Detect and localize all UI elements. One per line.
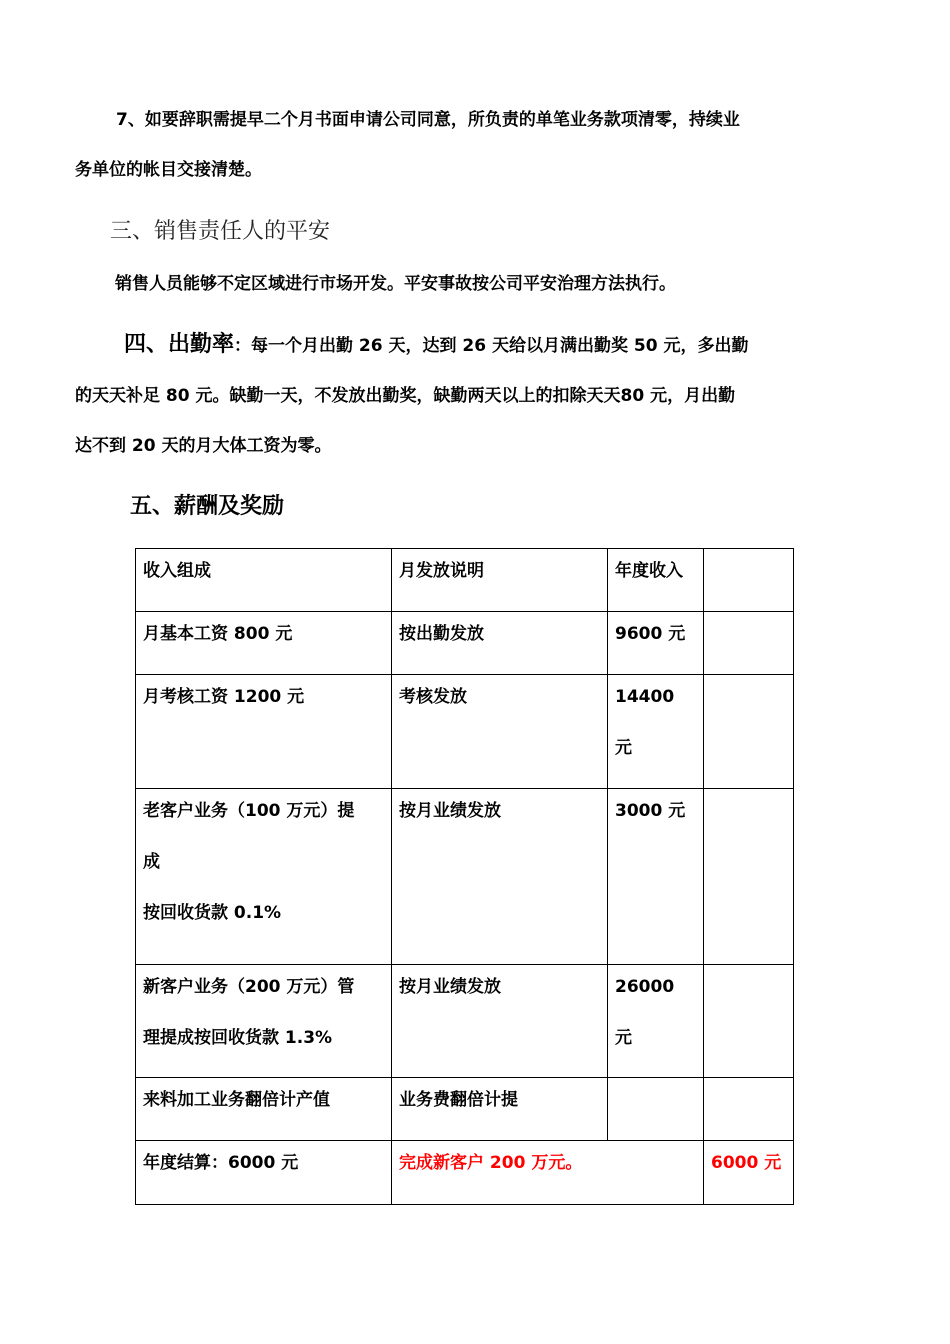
- section-4-line-3: 达不到 20 天的月大体工资为零。: [75, 436, 332, 456]
- table-row: [136, 789, 794, 965]
- section-5-heading: 五、薪酬及奖励: [130, 494, 285, 519]
- salary-table: [135, 548, 794, 1205]
- section-4-heading: 四、出勤率: [124, 332, 235, 357]
- row1-description: 按出勤发放: [392, 612, 608, 675]
- row5-annual: [608, 1078, 704, 1141]
- clause-7-line-1: 7、如要辞职需提早二个月书面申请公司同意，所负责的单笔业务款项清零，持续业: [116, 110, 740, 130]
- row4-annual-value: 26000: [615, 977, 675, 997]
- row4-component: [136, 965, 392, 1078]
- row3-annual: 3000 元: [608, 789, 704, 965]
- row2-extra: [704, 675, 794, 789]
- row6-amount: 6000 元: [704, 1141, 794, 1205]
- row1-component: 月基本工资 800 元: [136, 612, 392, 675]
- row2-annual-unit: 元: [615, 738, 632, 758]
- row1-extra: [704, 612, 794, 675]
- header-monthly-description: 月发放说明: [392, 549, 608, 612]
- table-row: [136, 612, 794, 675]
- row4-component-line-2: 理提成按回收货款 1.3%: [143, 1028, 333, 1048]
- row5-component: 来料加工业务翻倍计产值: [136, 1078, 392, 1141]
- header-annual-income: 年度收入: [608, 549, 704, 612]
- row6-description: 完成新客户 200 万元。: [392, 1141, 704, 1205]
- row2-description: 考核发放: [392, 675, 608, 789]
- row3-component-line-2: 成: [143, 852, 160, 872]
- row3-component-line-1: 老客户业务（100 万元）提: [143, 801, 355, 821]
- table-row: [136, 1078, 794, 1141]
- row4-description: 按月业绩发放: [392, 965, 608, 1078]
- header-income-component: 收入组成: [136, 549, 392, 612]
- table-row: [136, 675, 794, 789]
- clause-7-line-2: 务单位的帐目交接清楚。: [75, 160, 262, 180]
- row4-annual-unit: 元: [615, 1028, 632, 1048]
- row5-description: 业务费翻倍计提: [392, 1078, 608, 1141]
- row4-component-line-1: 新客户业务（200 万元）管: [143, 977, 355, 997]
- section-4-line-2: 的天天补足 80 元。缺勤一天，不发放出勤奖，缺勤两天以上的扣除天天80 元，月出勤: [75, 386, 736, 406]
- table-row: [136, 965, 794, 1078]
- section-3-heading: 三、销售责任人的平安: [110, 219, 331, 244]
- row4-extra: [704, 965, 794, 1078]
- section-4-line-1: [124, 328, 749, 363]
- row4-annual: [608, 965, 704, 1078]
- row6-component: 年度结算：6000 元: [136, 1141, 392, 1205]
- row1-annual: 9600 元: [608, 612, 704, 675]
- row2-annual: [608, 675, 704, 789]
- row3-extra: [704, 789, 794, 965]
- section-3-body: 销售人员能够不定区域进行市场开发。平安事故按公司平安治理方法执行。: [115, 274, 676, 294]
- section-4-line-1-text: ：每一个月出勤 26 天，达到 26 天给以月满出勤奖 50 元，多出勤: [234, 336, 749, 356]
- row3-description: 按月业绩发放: [392, 789, 608, 965]
- table-row: [136, 1141, 794, 1205]
- row3-component: [136, 789, 392, 965]
- header-empty: [704, 549, 794, 612]
- row3-component-line-3: 按回收货款 0.1%: [143, 903, 282, 923]
- row5-extra: [704, 1078, 794, 1141]
- row2-component: 月考核工资 1200 元: [136, 675, 392, 789]
- table-header-row: [136, 549, 794, 612]
- row2-annual-value: 14400: [615, 687, 675, 707]
